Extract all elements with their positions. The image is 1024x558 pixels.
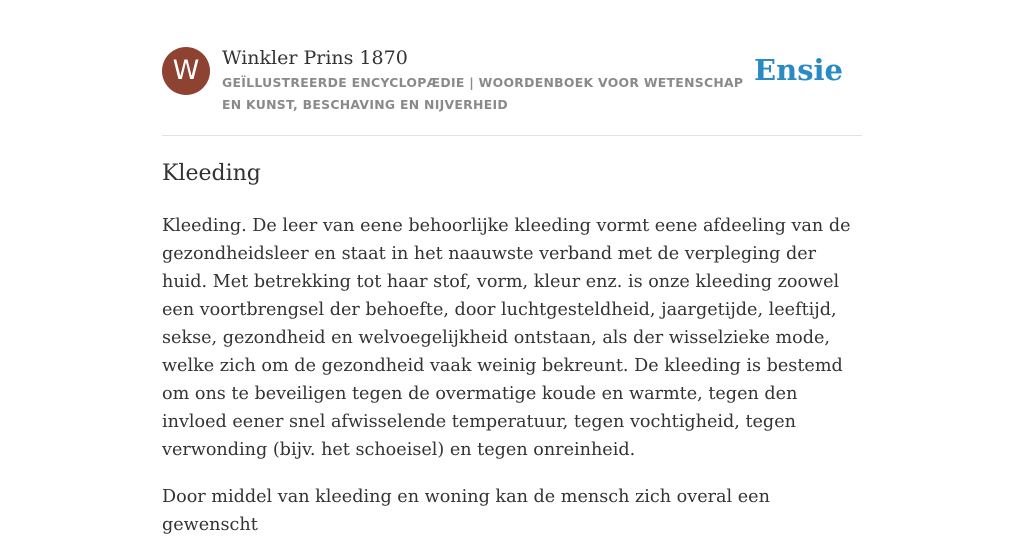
source-header <box>162 46 862 116</box>
source-title[interactable]: Winkler Prins 1870 <box>222 47 408 69</box>
article-paragraph: Kleeding. De leer van eene behoorlijke kleeding vormt eene afdeeling van de gezondheidsleer en staat in het naauwste verband met de verpleging der huid. Met betrekking tot haar stof, vorm, kleur enz. is onze kleeding zoowel een voortbrengsel der behoefte, door luchtgesteldheid, jaargetijde, leeftijd, sekse, gezondheid en welvoegelijkheid ontstaan, als der wisselzieke mode, welke zich om de gezondheid vaak weinig bekreunt. De kleeding is bestemd om ons te beveiligen tegen de overmatige koude en warmte, tegen den invloed eener snel afwisselende temperatuur, tegen vochtigheid, tegen verwonding (bijv. het schoeisel) en tegen onreinheid. <box>162 216 851 460</box>
ensie-logo[interactable]: Ensie <box>754 53 843 87</box>
source-subtitle: GEÏLLUSTREERDE ENCYCLOPÆDIE | WOORDENBOEK VOOR WETENSCHAP EN KUNST, BESCHAVING EN NIJVERHEID <box>222 75 744 112</box>
article-title: Kleeding <box>162 161 261 186</box>
source-avatar[interactable]: W <box>162 47 210 95</box>
article-body <box>162 212 862 558</box>
header-divider <box>162 135 862 136</box>
article-paragraph: Door middel van kleeding en woning kan de mensch zich overal een gewenscht <box>162 487 770 535</box>
